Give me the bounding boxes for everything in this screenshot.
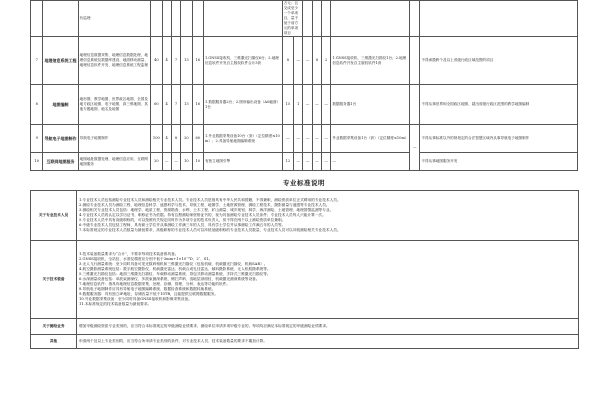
notes-row-personnel [31, 191, 579, 241]
notes-label: 其他 [31, 335, 77, 349]
value-cell: 20 [151, 153, 162, 171]
notes-line: 10.外业数据采集设备：至少同时具备GNSS接收机和影像采集设备。 [79, 297, 192, 301]
value-cell: 8 [282, 37, 293, 85]
business-scope: 导航电子地图制作 [78, 125, 151, 153]
business-scope: 地形图、教学地图、世界政区地图、全国及地方政区地图、电子地图、真三维地图、其他专题地图、地名及地图 [78, 85, 151, 125]
right-note: 万元；且交成至少一个单项目，量不低于前方元的单项项目 [282, 1, 303, 37]
qualification-table [30, 0, 578, 171]
value-cell: — [312, 153, 321, 171]
value-cell: — [322, 125, 331, 153]
value-cell: 10 [181, 153, 192, 171]
notes-table [30, 190, 579, 349]
category-name: 导航电子地图制作 [43, 125, 78, 153]
table-row [31, 153, 578, 171]
value-cell: 7 [171, 85, 180, 125]
value-cell: 15 [282, 85, 293, 125]
notes-line: 7.本标准规定的专业技术人员数量为最低要求，高级职称的专业技术人员可以冲抵低级职称的专业技术人员数量，专业技术人员可以冲抵测绘相关专业技术人员。 [79, 228, 341, 232]
value-cell: 13 [181, 37, 192, 85]
section-title: 专业标准说明 [283, 179, 325, 187]
notes-line: 8.导航电子地图制作应具有导航电子地图编辑系统、数据检查系统和数据转换系统。 [79, 287, 216, 291]
value-cell: 100 [151, 125, 162, 153]
value-cell: 4 [162, 85, 171, 125]
category-name: 互联网地图服务 [43, 153, 78, 171]
equipment-cell: 外业数据采集设备1台（套）（定位精度≤10m） [331, 125, 410, 153]
notes-line: 4.航空摄影测量系统包括：数字航空摄影仪、机载激光雷达、机载合成孔径雷达、倾斜摄影系统、无人机航摄系统等。 [79, 267, 271, 271]
value-cell: 2 [322, 37, 331, 85]
notes-line: 3.测绘相关专业技术人员包括：地理学、地质工程、资源勘查、水利、土木工程、矿山测量、城乡规划、林学、海洋测绘、土地管理、地理国情监测等专业。 [79, 208, 334, 212]
value-cell: 4 [162, 125, 171, 153]
category-name: 地图编制 [43, 85, 78, 125]
equipment-cell: 数据服务器1台 [331, 85, 410, 125]
value-cell: 16 [192, 85, 203, 125]
value-cell: 40 [151, 37, 162, 85]
equipment-cell: — [331, 153, 410, 171]
value-cell: — [312, 85, 321, 125]
value-cell: 7 [171, 37, 180, 85]
note-cell: 不得从事世界和全国政区地图、超出省级行政区范围的教学地图编制 [420, 85, 578, 125]
notes-line: 申请两个及以上专业类别的，应当符合所申请专业类别的条件，对专业技术人员、技术装备数量的要求不累加计算。 [79, 339, 268, 343]
equipment-cell: 1.外业数据采集设备10台（套）（定位精度≤10m）；2.具备导航地图编辑系统 [203, 125, 282, 153]
table-row [31, 37, 578, 85]
value-cell: — [303, 153, 312, 171]
category-name: 地理信息系统工程 [43, 37, 78, 85]
value-cell: 4 [162, 37, 171, 85]
value-cell: — [322, 153, 331, 171]
notes-line: 3.无人飞行测量系统：至少同时具备可见光数码相机和三维激光扫描仪（包括机载、机载激光扫描仪，机载SAR）。 [79, 262, 268, 266]
value-cell: — [294, 153, 303, 171]
notes-line: 9.数据服务器：具有独立IP地址，存储容量不低于10TB，且能提供互联网数据服务。 [79, 292, 219, 296]
row-description: 价监理 [78, 1, 151, 37]
notes-line: 2.GNSS接收机、全站仪、水准仪精度应分别不低于3mm+1×10⁻⁶D、2″、S1。 [79, 257, 213, 261]
value-cell: — [162, 153, 171, 171]
value-cell: 1 [294, 85, 303, 125]
notes-label: 关于技术装备 [31, 241, 77, 319]
notes-line: 5.三维激光扫描仪包括：地面三维激光扫描仪、车载移动测量系统、背包式移动测量系统、手持式三维激光扫描仪等。 [79, 272, 271, 276]
value-cell: — [322, 85, 331, 125]
table-row [31, 125, 578, 153]
notes-line: 1.技术装备数量要求为“合计”，不要求每项技术装备都具备。 [79, 252, 179, 256]
notes-content [77, 335, 579, 349]
value-cell: — [294, 37, 303, 85]
notes-line: 6.水深测量设备包括：单波束测深仪、多波束测深系统、侧扫声呐、浅地层剖面仪、机载激光测深系统等设备。 [79, 277, 260, 281]
notes-line: 2.测绘专业技术人员为测绘工程、地理信息科学、遥感科学与技术、导航工程、地图学、土地资源管理、测绘工程技术、摄影测量与遥感等专业技术人员。 [79, 203, 330, 207]
notes-content [77, 191, 579, 241]
business-scope: 地理信息数据采集、地理信息数据处理、地理信息系统及数据库建设、地面移动测量、地理信息软件开发、地理信息系统工程监理 [78, 37, 151, 85]
note-cell: 不得从事地图服务开发 [420, 153, 578, 171]
value-cell: — [294, 125, 303, 153]
value-cell: 20 [181, 125, 192, 153]
row-number: 10 [31, 153, 43, 171]
notes-line: 7.地理信息软件：指具有地理信息数据采集、处理、存储、管理、分析、表达等功能的软件。 [79, 282, 231, 286]
value-cell: 13 [181, 85, 192, 125]
table-row-top [31, 1, 578, 37]
notes-line: 11.本标准规定的技术装备数量为最低要求。 [79, 302, 152, 306]
row-number: 7 [31, 37, 43, 85]
value-cell: 60 [151, 85, 162, 125]
merged-dash: — [410, 125, 420, 171]
value-cell: — [171, 153, 180, 171]
equipment-cell: 1.GNSS接收机、三维激光扫描仪1台；2.地理信息软件开发自主版权软件1套 [331, 37, 410, 85]
value-cell: 60 [192, 125, 203, 153]
notes-label: 关于专业技术人员 [31, 191, 77, 241]
equipment-cell: 有独立地图引擎 [203, 153, 282, 171]
note-cell: 不得承揽跨个及以上省级行政区域范围的项目 [420, 37, 578, 85]
value-cell: — [303, 85, 312, 125]
notes-label: 关于测绘业务 [31, 319, 77, 335]
value-cell: — [303, 125, 312, 153]
value-cell: 8 [171, 125, 180, 153]
value-cell: 16 [192, 37, 203, 85]
value-cell: 8 [312, 37, 321, 85]
value-cell: — [282, 125, 293, 153]
notes-row-equipment [31, 241, 579, 319]
value-cell: — [312, 125, 321, 153]
equipment-cell: 1.GNSS接收机、三维激光扫描仪6台；2.地理信息软件开发自主版权软件合计3套 [203, 37, 282, 85]
notes-line: 增加甲级测绘资质专业类别的，应当符合本标准规定的甲级测绘业绩要求，测绘单位申请多项甲级专业的，每项均应满足本标准规定的甲级测绘业绩要求。 [79, 324, 330, 328]
value-cell: — [303, 37, 312, 85]
notes-row-business [31, 319, 579, 335]
value-cell: 10 [192, 153, 203, 171]
value-cell: 12 [282, 153, 293, 171]
note-cell: 不得从事标准以外的规划定的合法智慧区域内从事导航电子地图制作 [420, 125, 578, 153]
notes-line: 5.专业技术人员中具有高级职称的，可以按照有关规定同时作为多项专业的技术负责人，但不得在两个以上测绘资质单位兼职。 [79, 218, 286, 222]
document-page [30, 0, 578, 400]
notes-line: 1.专业技术人员包括测绘专业技术人员和测绘相关专业技术人员。专业技术人员是指具有中华人民共和国籍，不得兼职，测绘资质单位正式聘用的专业技术人员。 [79, 198, 341, 202]
notes-row-other [31, 335, 579, 349]
notes-content [77, 319, 579, 335]
equipment-cell: 1.数据服务器2台；2.图形输出设备（A0幅面）1台 [203, 85, 282, 125]
row-number: 9 [31, 125, 43, 153]
table-row [31, 85, 578, 125]
notes-content [77, 241, 579, 319]
notes-line: 6.中级专业技术人员包括工程师、具有硕士学位并从事测绘工作满三年的人员、具有学士学位并从事测绘工作满五年的人员等。 [79, 223, 286, 227]
row-number: 8 [31, 85, 43, 125]
notes-line: 4.专业技术人员的认定以学历证书、职称证书为依据。持有注册测绘师资格证书的，视为具备测绘专业技术人员条件；专业技术人员每人只能计算一次。 [79, 213, 326, 217]
business-scope: 地图地址数据处理、地理信息应用、互联网地图服务 [78, 153, 151, 171]
